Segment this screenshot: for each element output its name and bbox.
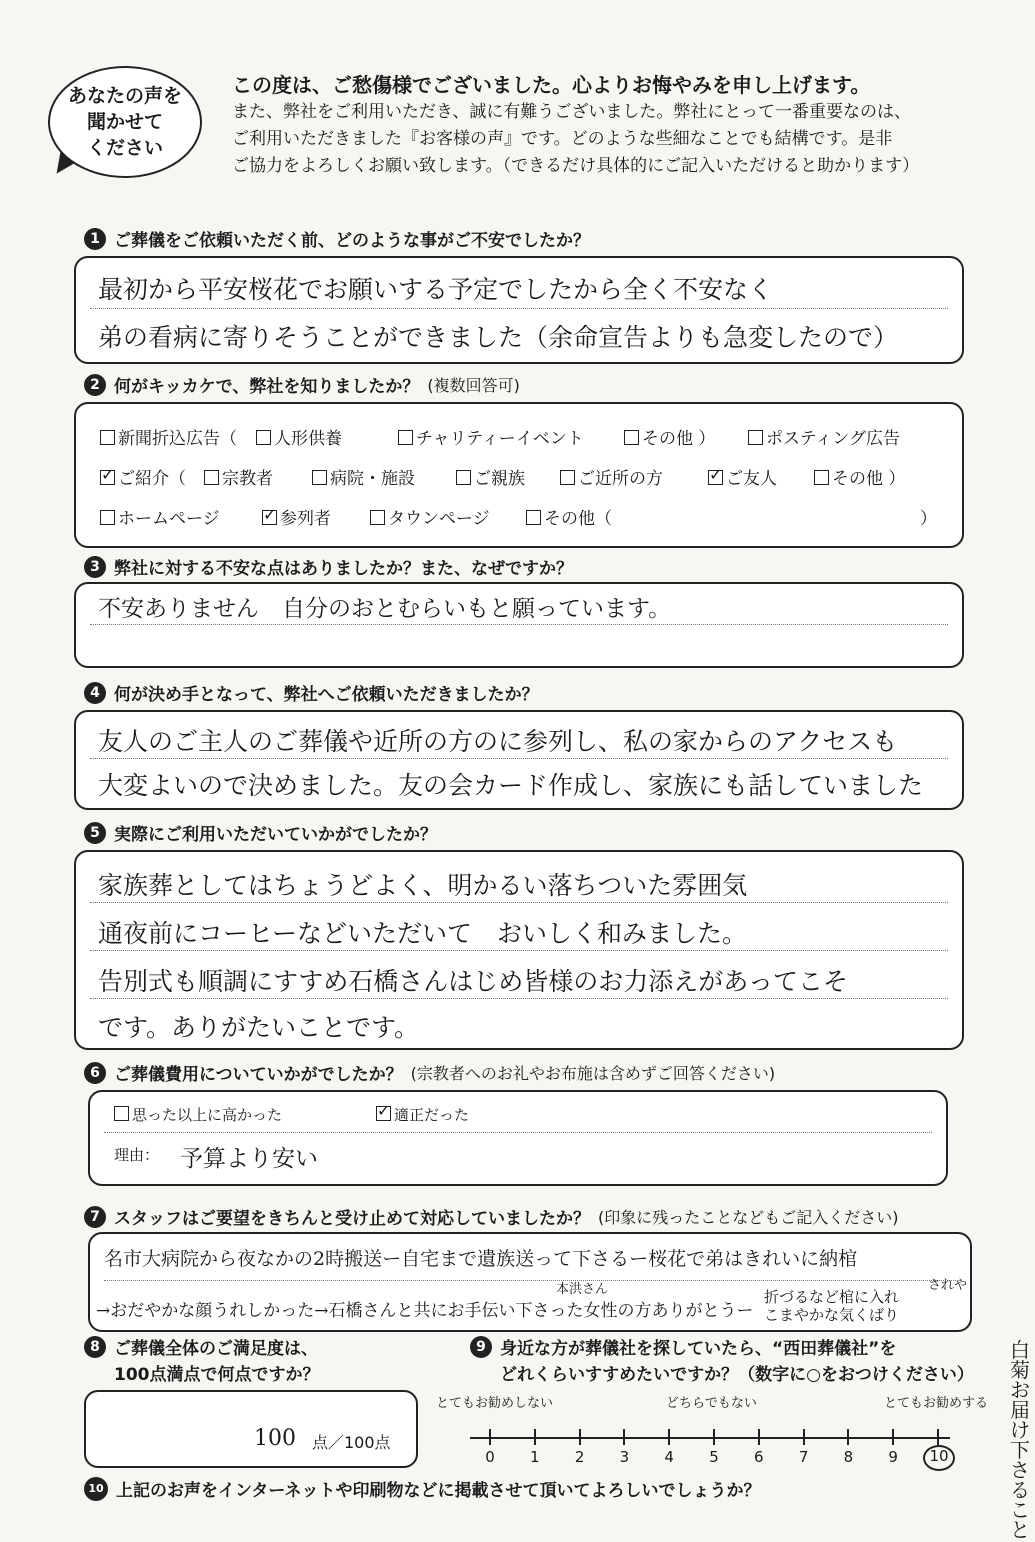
- rating-scale-line: [470, 1437, 950, 1439]
- scale-tick: [847, 1429, 849, 1445]
- option-relatives[interactable]: ご親族: [456, 464, 525, 489]
- dotted-rule: [104, 1132, 932, 1133]
- scale-tick: [668, 1429, 670, 1445]
- scale-tick: [579, 1429, 581, 1445]
- option-expensive[interactable]: 思った以上に高かった: [114, 1104, 282, 1125]
- handwritten-answer: →おだやかな顔うれしかった→石橋さんと共にお手伝い下さった女性の方ありがとうー: [96, 1301, 754, 1321]
- question-text: ご葬儀全体のご満足度は、: [114, 1339, 318, 1359]
- checkbox[interactable]: [526, 510, 541, 525]
- scale-number-7[interactable]: 7: [798, 1448, 809, 1466]
- checkbox[interactable]: [312, 470, 327, 485]
- question-number: 3: [84, 556, 106, 578]
- scale-number-10[interactable]: 10: [923, 1445, 955, 1471]
- question-note: (複数回答可): [427, 376, 520, 395]
- scale-tick: [534, 1429, 536, 1445]
- checkbox[interactable]: [456, 470, 471, 485]
- question-note: (印象に残ったことなどもご記入ください): [598, 1208, 899, 1227]
- scale-tick: [892, 1429, 894, 1445]
- answer-box-3[interactable]: [74, 582, 964, 668]
- handwritten-answer: 告別式も順調にすすめ石橋さんはじめ皆様のお力添えがあってこそ: [98, 967, 849, 996]
- scale-number-8[interactable]: 8: [843, 1448, 854, 1466]
- question-number: 9: [470, 1336, 492, 1358]
- question-text: ご葬儀費用についていかがでしたか？: [114, 1065, 403, 1085]
- answer-box-1[interactable]: [74, 256, 964, 364]
- reason-label: 理由：: [114, 1146, 160, 1164]
- checkbox[interactable]: [370, 510, 385, 525]
- checkbox[interactable]: [114, 1106, 129, 1121]
- question-1: [84, 226, 590, 251]
- checkbox[interactable]: [100, 430, 115, 445]
- dotted-rule: [90, 902, 948, 903]
- handwritten-answer: 家族葬としてはちょうどよく、明かるい落ちついた雰囲気: [98, 871, 748, 900]
- checkbox[interactable]: [814, 470, 829, 485]
- intro-line: ご協力をよろしくお願い致します。（できるだけ具体的にご記入いただけると助かります）: [232, 156, 920, 176]
- option-doll[interactable]: 人形供養: [256, 424, 342, 449]
- question-6: [84, 1060, 775, 1085]
- scale-number-9[interactable]: 9: [888, 1448, 898, 1466]
- question-text: 何がキッカケで、弊社を知りましたか？: [114, 377, 420, 397]
- question-text: どれくらいすすめたいですか？（数字に○をおつけください）: [500, 1365, 974, 1385]
- intro-line: また、弊社をご利用いただき、誠に有難うございました。弊社にとって一番重要なのは、: [232, 102, 911, 122]
- handwritten-answer: 友人のご主人のご葬儀や近所の方のに参列し、私の家からのアクセスも: [98, 727, 898, 756]
- option-other3[interactable]: その他（: [526, 504, 612, 529]
- question-text: ご葬儀をご依頼いただく前、どのような事がご不安でしたか？: [114, 231, 590, 251]
- option-newspaper[interactable]: 新聞折込広告（: [100, 424, 237, 449]
- question-number: 1: [84, 228, 106, 250]
- option-townpage[interactable]: タウンページ: [370, 504, 490, 529]
- checkbox[interactable]: [204, 470, 219, 485]
- question-9: [470, 1336, 974, 1388]
- answer-box-7[interactable]: [88, 1232, 972, 1332]
- question-number: 8: [84, 1336, 106, 1358]
- question-10: [84, 1476, 760, 1501]
- scale-number-0[interactable]: 0: [485, 1448, 495, 1466]
- speech-bubble: [48, 66, 202, 178]
- scale-label-mid: どちらでもない: [666, 1396, 757, 1411]
- bubble-line: ください: [86, 137, 163, 159]
- question-text: スタッフはご要望をきちんと受け止めて対応していましたか？: [114, 1209, 590, 1229]
- handwritten-answer: 弟の看病に寄りそうことができました（余命宣告よりも急変したので）: [98, 323, 899, 352]
- handwritten-note: 本洪さん: [556, 1282, 609, 1297]
- checkbox[interactable]: [624, 430, 639, 445]
- dotted-rule: [90, 308, 948, 309]
- checkbox-checked[interactable]: [708, 470, 723, 485]
- scale-number-5[interactable]: 5: [709, 1448, 719, 1466]
- question-3: [84, 554, 573, 579]
- option-other[interactable]: その他 ）: [624, 424, 715, 449]
- handwritten-answer: です。ありがたいことです。: [98, 1013, 420, 1042]
- option-charity[interactable]: チャリティーイベント: [398, 424, 584, 449]
- question-text: 100点満点で何点ですか？: [114, 1365, 320, 1385]
- scale-label-low: とてもお勧めしない: [436, 1396, 554, 1411]
- question-text: 上記のお声をインターネットや印刷物などに掲載させて頂いてよろしいでしょうか？: [116, 1481, 761, 1501]
- intro-line: ご利用いただきました『お客様の声』です。どのような些細なことでも結構です。是非: [232, 129, 893, 149]
- paren-close: ）: [920, 509, 937, 529]
- checkbox-checked[interactable]: [100, 470, 115, 485]
- option-friend[interactable]: ✓ ご友人: [708, 464, 777, 489]
- checkbox[interactable]: [398, 430, 413, 445]
- scale-number-4[interactable]: 4: [664, 1448, 674, 1466]
- question-number: 7: [84, 1206, 106, 1228]
- answer-box-6: [88, 1090, 948, 1186]
- handwritten-side-note: 白菊お届け下さること: [1010, 1338, 1030, 1542]
- question-7: [84, 1204, 899, 1229]
- option-hospital[interactable]: 病院・施設: [312, 464, 415, 489]
- dotted-rule: [90, 950, 948, 951]
- question-note: (宗教者へのお礼やお布施は含めずご回答ください): [410, 1064, 776, 1083]
- scale-tick: [489, 1429, 491, 1445]
- question-number: 5: [84, 822, 106, 844]
- scale-tick: [623, 1429, 625, 1445]
- scale-tick: [758, 1429, 760, 1445]
- option-referral[interactable]: ✓ご紹介（: [100, 464, 186, 489]
- intro-text: [232, 72, 1012, 180]
- question-8: [84, 1336, 320, 1388]
- scale-number-2[interactable]: 2: [574, 1448, 585, 1466]
- bubble-line: あなたの声を: [67, 85, 182, 107]
- handwritten-answer: 名市大病院から夜なかの2時搬送ー自宅まで遺族送って下さるー桜花で弟はきれいに納棺: [104, 1248, 858, 1270]
- dotted-rule: [104, 1280, 956, 1281]
- answer-box-5[interactable]: [74, 850, 964, 1050]
- question-5: [84, 820, 437, 845]
- handwritten-answer: 最初から平安桜花でお願いする予定でしたから全く不安なく: [98, 275, 774, 304]
- handwritten-answer: 通夜前にコーヒーなどいただいて おいしく和みました。: [98, 919, 748, 948]
- option-posting[interactable]: ポスティング広告: [748, 424, 900, 449]
- option-fair[interactable]: ✓ 適正だった: [376, 1104, 469, 1125]
- checkbox[interactable]: [256, 430, 271, 445]
- scale-tick: [803, 1429, 805, 1445]
- question-number: 4: [84, 682, 106, 704]
- option-other2[interactable]: その他 ）: [814, 464, 905, 489]
- scale-number-6[interactable]: 6: [754, 1448, 764, 1466]
- answer-box-4[interactable]: [74, 710, 964, 810]
- intro-lead: この度は、ご愁傷様でございました。心よりお悔やみを申し上げます。: [232, 73, 871, 97]
- score-value: 100: [254, 1426, 296, 1451]
- question-text: 身近な方が葬儀社を探していたら、“西田葬儀社”を: [500, 1339, 897, 1359]
- dotted-rule: [90, 624, 948, 625]
- question-number: 6: [84, 1062, 106, 1084]
- score-unit: 点／100点: [312, 1433, 391, 1452]
- reason-answer[interactable]: 予算より安い: [180, 1146, 318, 1172]
- scale-number-3[interactable]: 3: [619, 1448, 630, 1466]
- question-number: 10: [84, 1477, 108, 1501]
- question-2: [84, 372, 520, 397]
- scale-number-1[interactable]: 1: [530, 1448, 540, 1466]
- handwritten-answer: 不安ありません 自分のおとむらいもと願っています。: [98, 596, 672, 622]
- checkbox-checked[interactable]: [376, 1106, 391, 1121]
- checkbox[interactable]: [748, 430, 763, 445]
- question-text: 実際にご利用いただいていかがでしたか？: [114, 825, 437, 845]
- question-text: 何が決め手となって、弊社へご依頼いただきましたか？: [114, 685, 539, 705]
- handwritten-answer: 大変よいので決めました。友の会カード作成し、家族にも話していました: [98, 771, 924, 800]
- handwritten-note: 折づるなど棺に入れ: [764, 1288, 900, 1306]
- checkbox-checked[interactable]: [262, 510, 277, 525]
- option-religious[interactable]: 宗教者: [204, 464, 273, 489]
- option-neighbor[interactable]: ご近所の方: [560, 464, 663, 489]
- option-attendee[interactable]: ✓ 参列者: [262, 504, 331, 529]
- checkbox[interactable]: [100, 510, 115, 525]
- scale-tick: [713, 1429, 715, 1445]
- handwritten-note: されや: [928, 1278, 968, 1293]
- question-number: 2: [84, 374, 106, 396]
- question-4: [84, 680, 539, 705]
- checkbox[interactable]: [560, 470, 575, 485]
- answer-box-2: [74, 402, 964, 548]
- option-homepage[interactable]: ホームページ: [100, 504, 220, 529]
- scale-tick: [937, 1429, 939, 1445]
- bubble-line: 聞かせて: [86, 111, 163, 133]
- score-box[interactable]: [84, 1390, 418, 1468]
- question-text: 弊社に対する不安な点はありましたか？また、なぜですか？: [114, 559, 573, 579]
- dotted-rule: [90, 758, 948, 759]
- dotted-rule: [90, 998, 948, 999]
- handwritten-note: こまやかな気くばり: [764, 1306, 900, 1324]
- scale-label-high: とてもお勧めする: [884, 1396, 989, 1411]
